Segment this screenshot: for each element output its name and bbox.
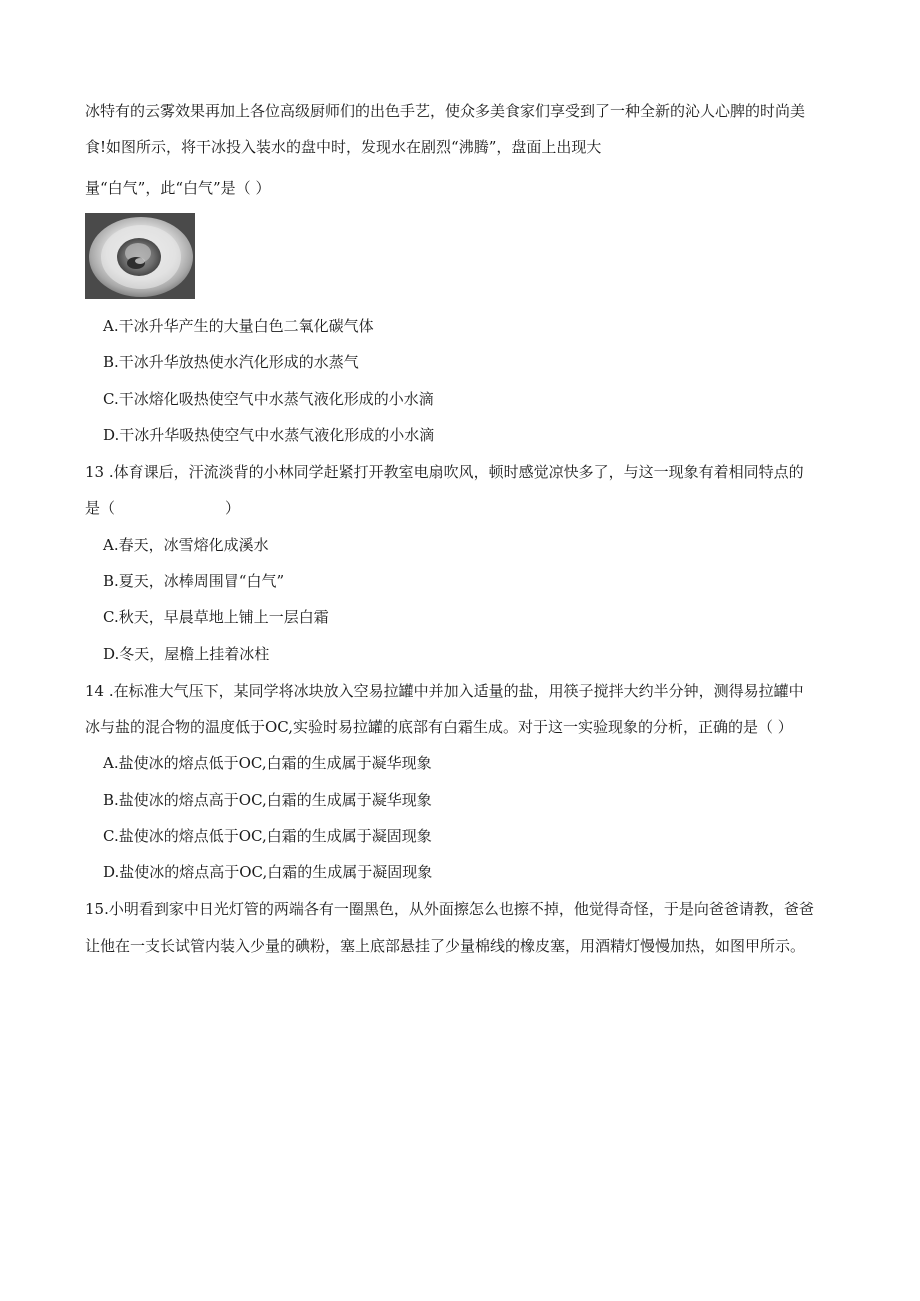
q12-option-d: D.干冰升华吸热使空气中水蒸气液化形成的小水滴	[103, 426, 435, 444]
q12-stem-line-1: 冰特有的云雾效果再加上各位高级厨师们的出色手艺，使众多美食家们享受到了一种全新的沁人心脾的时尚美	[85, 102, 806, 120]
q13-stem-line-2-end: ）	[225, 499, 241, 517]
q12-stem-line-2: 食!如图所示，将干冰投入装水的盘中时，发现水在剧烈“沸腾”，盘面上出现大	[85, 138, 602, 156]
dry-ice-plate-photo	[85, 213, 195, 299]
q14-option-a: A.盐使冰的熔点低于OC,白霜的生成属于凝华现象	[103, 754, 432, 772]
q15-stem-line-1: 15.小明看到家中日光灯管的两端各有一圈黑色，从外面擦怎么也擦不掉，他觉得奇怪，于是向爸爸请教，爸爸	[85, 900, 814, 918]
q14-stem-line-2: 冰与盐的混合物的温度低于OC,实验时易拉罐的底部有白霜生成。对于这一实验现象的分析，正确的是（ ）	[85, 718, 793, 736]
q14-stem-line-1: 14 .在标准大气压下，某同学将冰块放入空易拉罐中并加入适量的盐，用筷子搅拌大约半分钟，测得易拉罐中	[85, 682, 804, 700]
q13-option-a: A.春天，冰雪熔化成溪水	[103, 536, 269, 554]
q14-option-d: D.盐使冰的熔点高于OC,白霜的生成属于凝固现象	[103, 863, 433, 881]
q13-option-c: C.秋天，早晨草地上铺上一层白霜	[103, 608, 329, 626]
dry-ice-plate-drawing	[85, 213, 195, 299]
q14-option-b: B.盐使冰的熔点高于OC,白霜的生成属于凝华现象	[103, 791, 432, 809]
q12-option-c: C.干冰熔化吸热使空气中水蒸气液化形成的小水滴	[103, 390, 434, 408]
q13-option-d: D.冬天，屋檐上挂着冰柱	[103, 645, 270, 663]
q15-stem-line-2: 让他在一支长试管内装入少量的碘粉，塞上底部悬挂了少量棉线的橡皮塞，用酒精灯慢慢加热，如图甲所示。	[85, 937, 806, 955]
q13-stem-line-2-start: 是（	[85, 499, 116, 517]
q14-option-c: C.盐使冰的熔点低于OC,白霜的生成属于凝固现象	[103, 827, 432, 845]
q12-stem-line-3: 量“白气”，此“白气”是（ ）	[85, 179, 271, 197]
q12-option-a: A.干冰升华产生的大量白色二氧化碳气体	[103, 317, 374, 335]
q12-option-b: B.干冰升华放热使水汽化形成的水蒸气	[103, 353, 359, 371]
q13-stem-line-1: 13 .体育课后，汗流淡背的小林同学赶紧打开教室电扇吹风，顿时感觉凉快多了，与这一现象有着相同特点的	[85, 463, 804, 481]
q13-stem-line-2	[85, 498, 240, 518]
q13-option-b: B.夏天，冰棒周围冒“白气”	[103, 572, 285, 590]
